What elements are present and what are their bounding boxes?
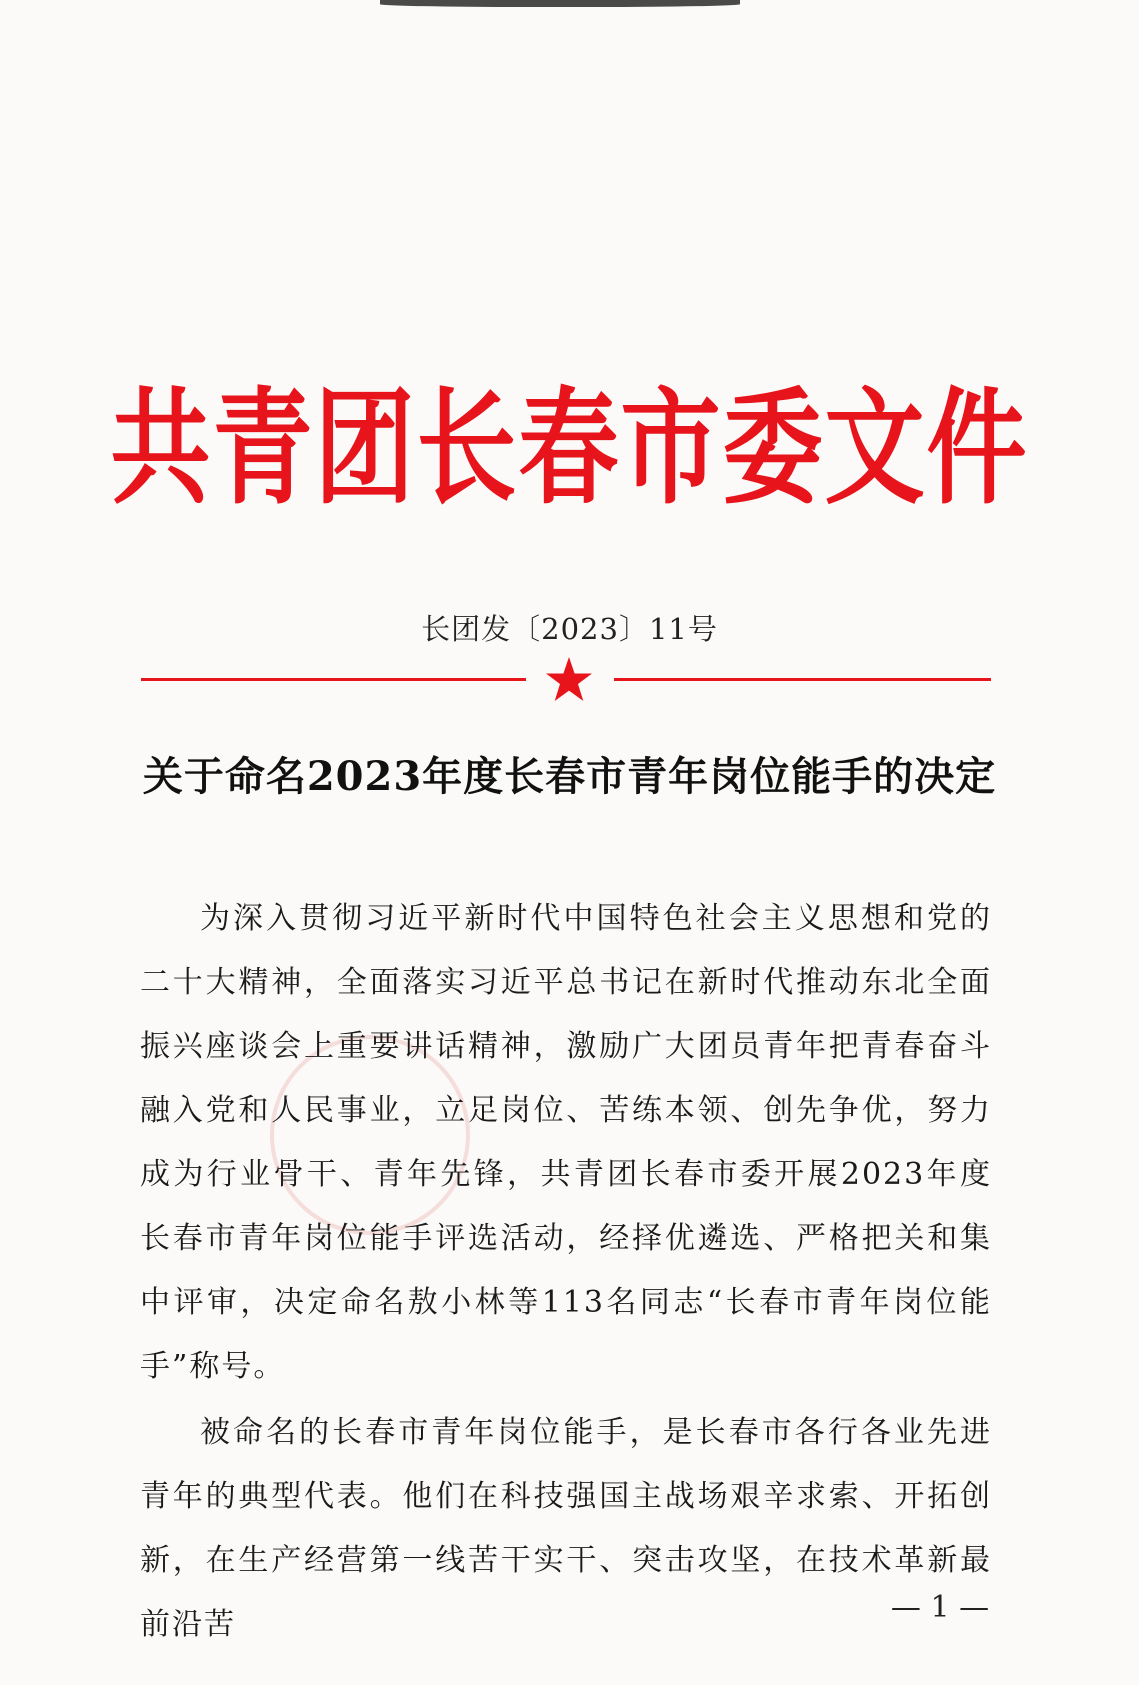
red-divider-right	[614, 678, 991, 681]
red-divider-left	[141, 678, 526, 681]
document-body	[140, 887, 992, 1659]
body-paragraph: 被命名的长春市青年岗位能手，是长春市各行各业先进青年的典型代表。他们在科技强国主战场艰辛求索、开拓创新，在生产经营第一线苦干实干、突击攻坚，在技术革新最前沿苦	[140, 1415, 992, 1642]
document-number: 长团发〔2023〕11号	[421, 612, 718, 646]
red-star-icon	[545, 656, 593, 702]
document-masthead: 共青团长春市委文件	[110, 373, 1029, 522]
page-number: — 1 —	[890, 1590, 990, 1625]
scan-edge-shadow	[380, 0, 740, 7]
document-title: 关于命名2023年度长春市青年岗位能手的决定	[142, 753, 997, 800]
body-paragraph: 为深入贯彻习近平新时代中国特色社会主义思想和党的二十大精神，全面落实习近平总书记在新时代推动东北全面振兴座谈会上重要讲话精神，激励广大团员青年把青春奋斗融入党和人民事业，立足岗位、苦练本领、创先争优，努力成为行业骨干、青年先锋，共青团长春市委开展2023年度长春市青年岗位能手评选活动，经择优遴选、严格把关和集中评审，决定命名敖小林等113名同志“长春市青年岗位能手”称号。	[140, 901, 992, 1384]
